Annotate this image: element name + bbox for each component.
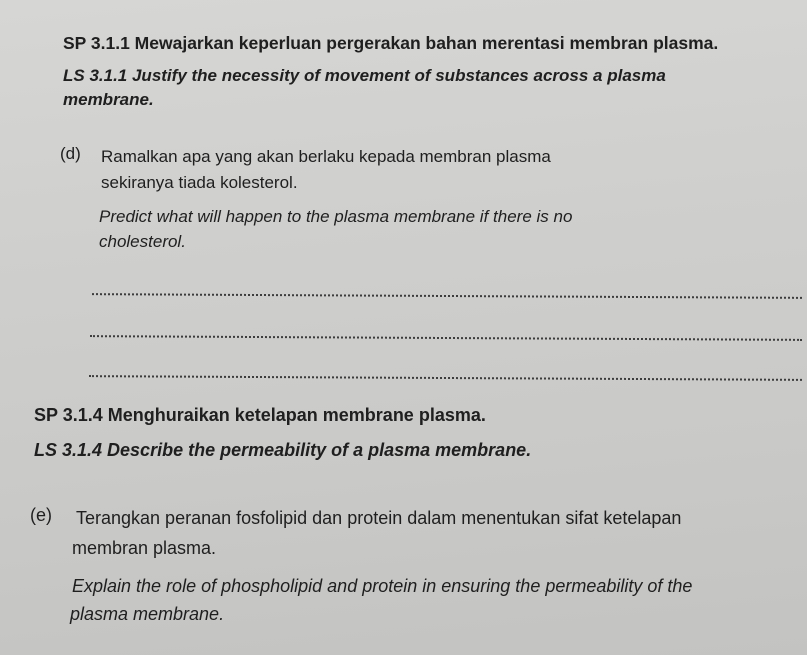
sp-3-1-4-title: SP 3.1.4 Menghuraikan ketelapan membrane plasma. [34, 405, 486, 425]
question-e-english-line1: Explain the role of phospholipid and protein in ensuring the permeability of the [72, 576, 693, 596]
question-d-english-line2: cholesterol. [99, 232, 186, 251]
question-d-malay-line1: Ramalkan apa yang akan berlaku kepada membran plasma [101, 147, 551, 166]
question-d-malay-line2: sekiranya tiada kolesterol. [101, 173, 298, 192]
question-e-english-line2: plasma membrane. [70, 604, 225, 624]
ls-3-1-1-title-line2: membrane. [63, 90, 154, 109]
question-d-english-line1: Predict what will happen to the plasma membrane if there is no [99, 207, 573, 226]
answer-line-1[interactable] [92, 293, 802, 299]
answer-line-2[interactable] [90, 335, 802, 341]
question-e-label: (e) [30, 505, 52, 525]
question-d-label: (d) [60, 144, 81, 163]
question-e-malay-line1: Terangkan peranan fosfolipid dan protein dalam menentukan sifat ketelapan [76, 508, 682, 528]
sp-3-1-1-title: SP 3.1.1 Mewajarkan keperluan pergerakan bahan merentasi membran plasma. [63, 33, 719, 53]
ls-3-1-1-title-line1: LS 3.1.1 Justify the necessity of movement of substances across a plasma [63, 66, 666, 85]
answer-line-3[interactable] [89, 375, 802, 381]
ls-3-1-4-title: LS 3.1.4 Describe the permeability of a plasma membrane. [34, 440, 532, 460]
question-e-malay-line2: membran plasma. [72, 538, 217, 558]
